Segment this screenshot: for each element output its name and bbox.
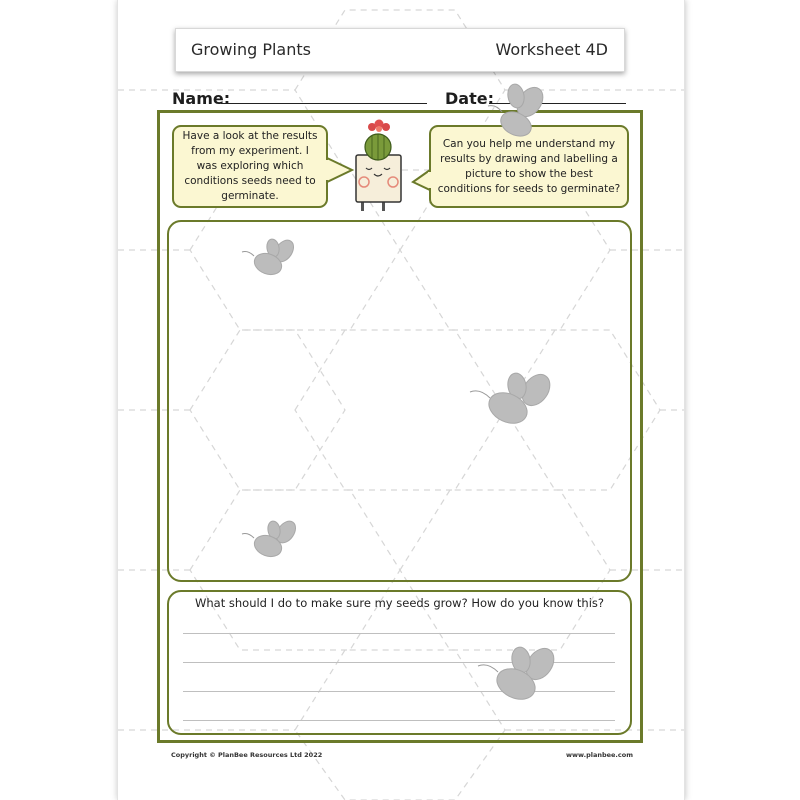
bee-watermark-icon — [488, 83, 548, 141]
worksheet-title: Growing Plants — [191, 40, 311, 59]
bee-watermark-icon — [478, 643, 560, 705]
question-text: What should I do to make sure my seeds grow? How do you know this? — [195, 596, 604, 610]
bee-watermark-icon — [242, 518, 299, 561]
name-label: Name: — [172, 89, 231, 108]
speech-text-right: Can you help me understand my results by drawing and labelling a picture to show the best conditions for seeds to germinate? — [437, 137, 621, 195]
bee-watermark-icon — [470, 369, 556, 429]
copyright-text: Copyright © PlanBee Resources Ltd 2022 — [171, 751, 323, 759]
website-link[interactable]: www.planbee.com — [566, 751, 633, 759]
bee-watermark-icon — [242, 237, 297, 279]
date-label: Date: — [445, 89, 494, 108]
worksheet-number: Worksheet 4D — [495, 40, 608, 59]
speech-text-left: Have a look at the results from my experiment. I was exploring which conditions seeds need to germinate. — [182, 130, 318, 202]
